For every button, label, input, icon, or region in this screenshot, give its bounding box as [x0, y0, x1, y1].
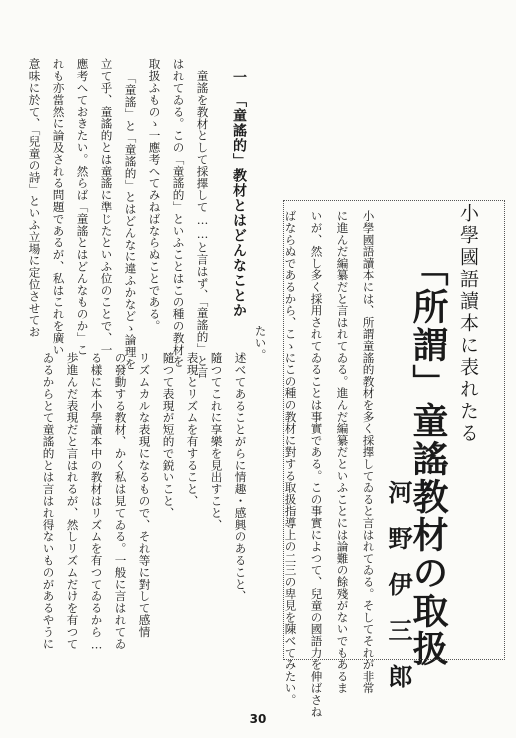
- intro-line: いが、然し多く採用されてゐることは事實である。この事實によつて、兒童の國語力を伸ばさね: [309, 210, 324, 718]
- body-line: れも亦當然に論及される問題であるが、私はこれを廣い: [51, 58, 66, 356]
- body-line: る樣に本小學讀本中の教材はリズムを有つてゐるから…: [89, 352, 104, 652]
- article-subtitle: 小學國語讀本に表れたる: [457, 203, 479, 445]
- intro-line: ばならぬであるから、こゝにこの種の教材に對する取扱指導上の二三の卑見を陳べてみたい。: [283, 210, 298, 706]
- author-name: 河野伊三郎: [384, 480, 413, 710]
- body-line: 應考へておきたい。然らば「童謠とはどんなものか」こ: [75, 58, 90, 356]
- intro-line: 小學國語讀本には、所謂童謠的教材を多く採擇してゐると言はれてゐる。そしてそれが非常: [361, 210, 376, 694]
- body-line: 立て乎、童謠的とは童謠に準じたといふ位のことで、一: [99, 58, 114, 356]
- body-line: 表現とリズムを有すること、: [185, 352, 200, 507]
- body-line: リズムカルな表現になるもので、それ等に對して感情: [137, 352, 152, 638]
- body-line: の發動する教材、かく私は見てゐる。一般に言はれてゐ: [113, 352, 128, 650]
- body-line: 童謠を教材として採擇して……と言はず、「童謠的」と言: [195, 70, 210, 379]
- body-line: 述べてあることがらに情趣・感興のあること、: [233, 352, 248, 602]
- body-line: 隨つてこれに享樂を見出すこと、: [209, 352, 224, 531]
- body-line: 「童謠」と「童謠的」とはどんなに違ふかなどゝ論理を: [123, 72, 138, 370]
- body-line: ゐるからとて童謠的とは言はれ得ないものがあるやうに: [41, 352, 56, 650]
- body-line: 取扱ふものゝ一應考へてみねばならぬことである。: [147, 58, 162, 332]
- body-line: はれてゐる。この「童謠的」といふことはこの種の教材を: [171, 58, 186, 368]
- article-title: 「所謂」童謠教材の取扱: [407, 250, 449, 668]
- intro-line: に進んだ編纂だと言はれてゐる。進んだ編纂だといふことには論難の餘殘がないでもあるま: [335, 210, 350, 694]
- body-line: たい。: [253, 325, 268, 361]
- page-number: 30: [249, 712, 267, 726]
- body-line: 意味に於て、「兒童の詩」といふ立場に定位させてお: [27, 58, 42, 338]
- section-heading: 一 「童謠的」教材とはどんなことか: [231, 70, 247, 318]
- body-line: 隨つて表現が短的で鋭いこと、: [161, 352, 176, 519]
- body-line: 歩進んだ表現だと言はれるが、然しリズムだけを有つて: [65, 352, 80, 650]
